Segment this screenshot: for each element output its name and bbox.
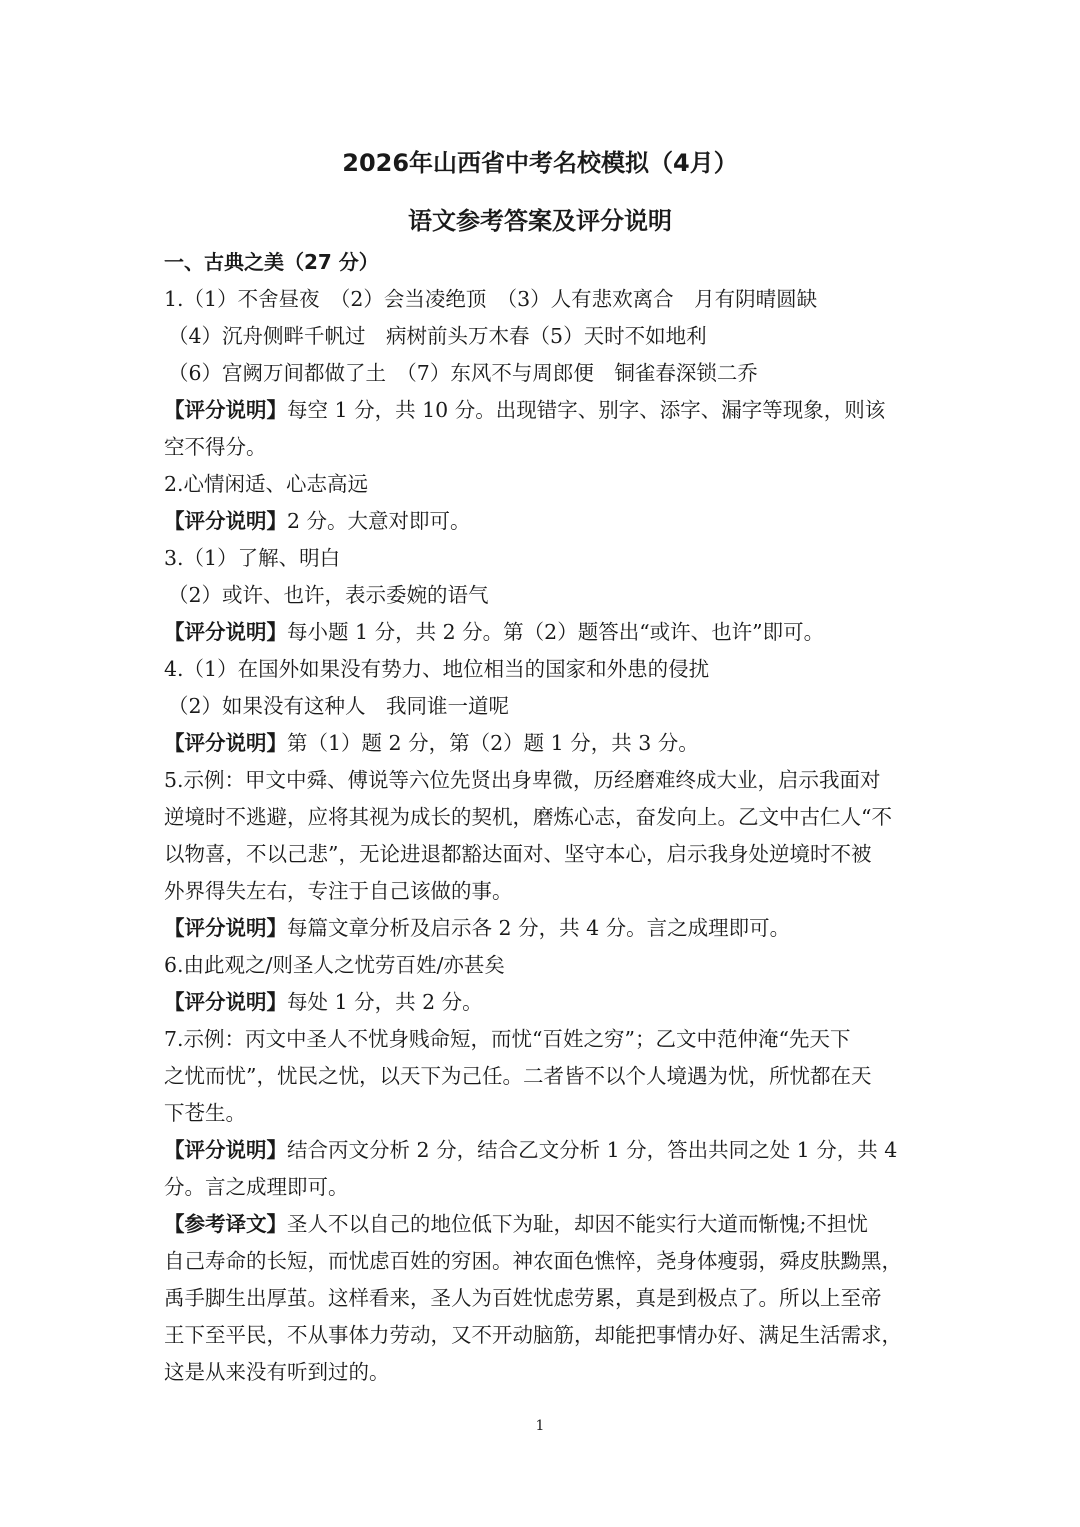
scoring-tag: 【评分说明】 — [164, 620, 287, 644]
translation-line-4: 王下至平民，不从事体力劳动，又不开动脑筋，却能把事情办好、满足生活需求， — [164, 1323, 902, 1347]
scoring-text: 每篇文章分析及启示各 2 分，共 4 分。言之成理即可。 — [287, 916, 791, 940]
q5-line-4: 外界得失左右，专注于自己该做的事。 — [164, 879, 513, 903]
q1-line-2: （4）沉舟侧畔千帆过 病树前头万木春（5）天时不如地利 — [168, 324, 707, 348]
q2-scoring-note — [164, 503, 924, 540]
scoring-text: 结合丙文分析 2 分，结合乙文分析 1 分，答出共同之处 1 分，共 4 — [287, 1138, 898, 1162]
scoring-tag: 【评分说明】 — [164, 1138, 287, 1162]
answer-content — [164, 244, 924, 1391]
scoring-text: 第（1）题 2 分，第（2）题 1 分，共 3 分。 — [287, 731, 699, 755]
section-heading: 一、古典之美（27 分） — [164, 250, 379, 274]
q5-scoring-note — [164, 910, 924, 947]
q6-scoring-note — [164, 984, 924, 1021]
translation-line-1 — [164, 1206, 924, 1243]
q7-scoring-note — [164, 1132, 924, 1169]
scoring-tag: 【评分说明】 — [164, 731, 287, 755]
document-subtitle: 语文参考答案及评分说明 — [408, 207, 672, 235]
q7-scoring-note-cont: 分。言之成理即可。 — [164, 1175, 349, 1199]
translation-line-3: 禹手脚生出厚茧。这样看来，圣人为百姓忧虑劳累，真是到极点了。所以上至帝 — [164, 1286, 882, 1310]
q7-line-3: 下苍生。 — [164, 1101, 246, 1125]
scoring-text: 每处 1 分，共 2 分。 — [287, 990, 483, 1014]
q5-line-3: 以物喜，不以己悲”，无论进退都豁达面对、坚守本心，启示我身处逆境时不被 — [164, 842, 872, 866]
q2-line-1: 2.心情闲适、心志高远 — [164, 472, 369, 496]
scoring-tag: 【评分说明】 — [164, 509, 287, 533]
q4-scoring-note — [164, 725, 924, 762]
q1-scoring-note — [164, 392, 924, 429]
q4-line-1: 4.（1）在国外如果没有势力、地位相当的国家和外患的侵扰 — [164, 657, 710, 681]
q1-line-3: （6）宫阙万间都做了土 （7）东风不与周郎便 铜雀春深锁二乔 — [168, 361, 758, 385]
q4-line-2: （2）如果没有这种人 我同谁一道呢 — [168, 694, 510, 718]
q3-scoring-note — [164, 614, 924, 651]
scoring-text: 每空 1 分，共 10 分。出现错字、别字、添字、漏字等现象，则该 — [287, 398, 886, 422]
translation-line-5: 这是从来没有听到过的。 — [164, 1360, 390, 1384]
scoring-text: 2 分。大意对即可。 — [287, 509, 471, 533]
scoring-tag: 【评分说明】 — [164, 916, 287, 940]
q5-line-1: 5.示例：甲文中舜、傅说等六位先贤出身卑微，历经磨难终成大业，启示我面对 — [164, 768, 881, 792]
translation-line-2: 自己寿命的长短，而忧虑百姓的穷困。神农面色憔悴，尧身体瘦弱，舜皮肤黝黑， — [164, 1249, 902, 1273]
q7-line-1: 7.示例：丙文中圣人不忧身贱命短，而忧“百姓之穷”；乙文中范仲淹“先天下 — [164, 1027, 851, 1051]
q6-line-1: 6.由此观之/则圣人之忧劳百姓/亦甚矣 — [164, 953, 505, 977]
q1-line-1: 1.（1）不舍昼夜 （2）会当凌绝顶 （3）人有悲欢离合 月有阴晴圆缺 — [164, 287, 818, 311]
document-title: 2026年山西省中考名校模拟（4月） — [342, 149, 738, 177]
q3-line-2: （2）或许、也许，表示委婉的语气 — [168, 583, 489, 607]
q1-scoring-note-cont: 空不得分。 — [164, 435, 267, 459]
scoring-tag: 【评分说明】 — [164, 990, 287, 1014]
q3-line-1: 3.（1）了解、明白 — [164, 546, 341, 570]
q7-line-2: 之忧而忧”，忧民之忧，以天下为己任。二者皆不以个人境遇为忧，所忧都在天 — [164, 1064, 872, 1088]
scoring-text: 每小题 1 分，共 2 分。第（2）题答出“或许、也许”即可。 — [287, 620, 825, 644]
page-number: 1 — [535, 1418, 545, 1434]
q5-line-2: 逆境时不逃避，应将其视为成长的契机，磨炼心志，奋发向上。乙文中古仁人“不 — [164, 805, 892, 829]
translation-tag: 【参考译文】 — [164, 1212, 287, 1236]
scoring-tag: 【评分说明】 — [164, 398, 287, 422]
translation-text: 圣人不以自己的地位低下为耻，却因不能实行大道而惭愧;不担忧 — [287, 1212, 868, 1236]
